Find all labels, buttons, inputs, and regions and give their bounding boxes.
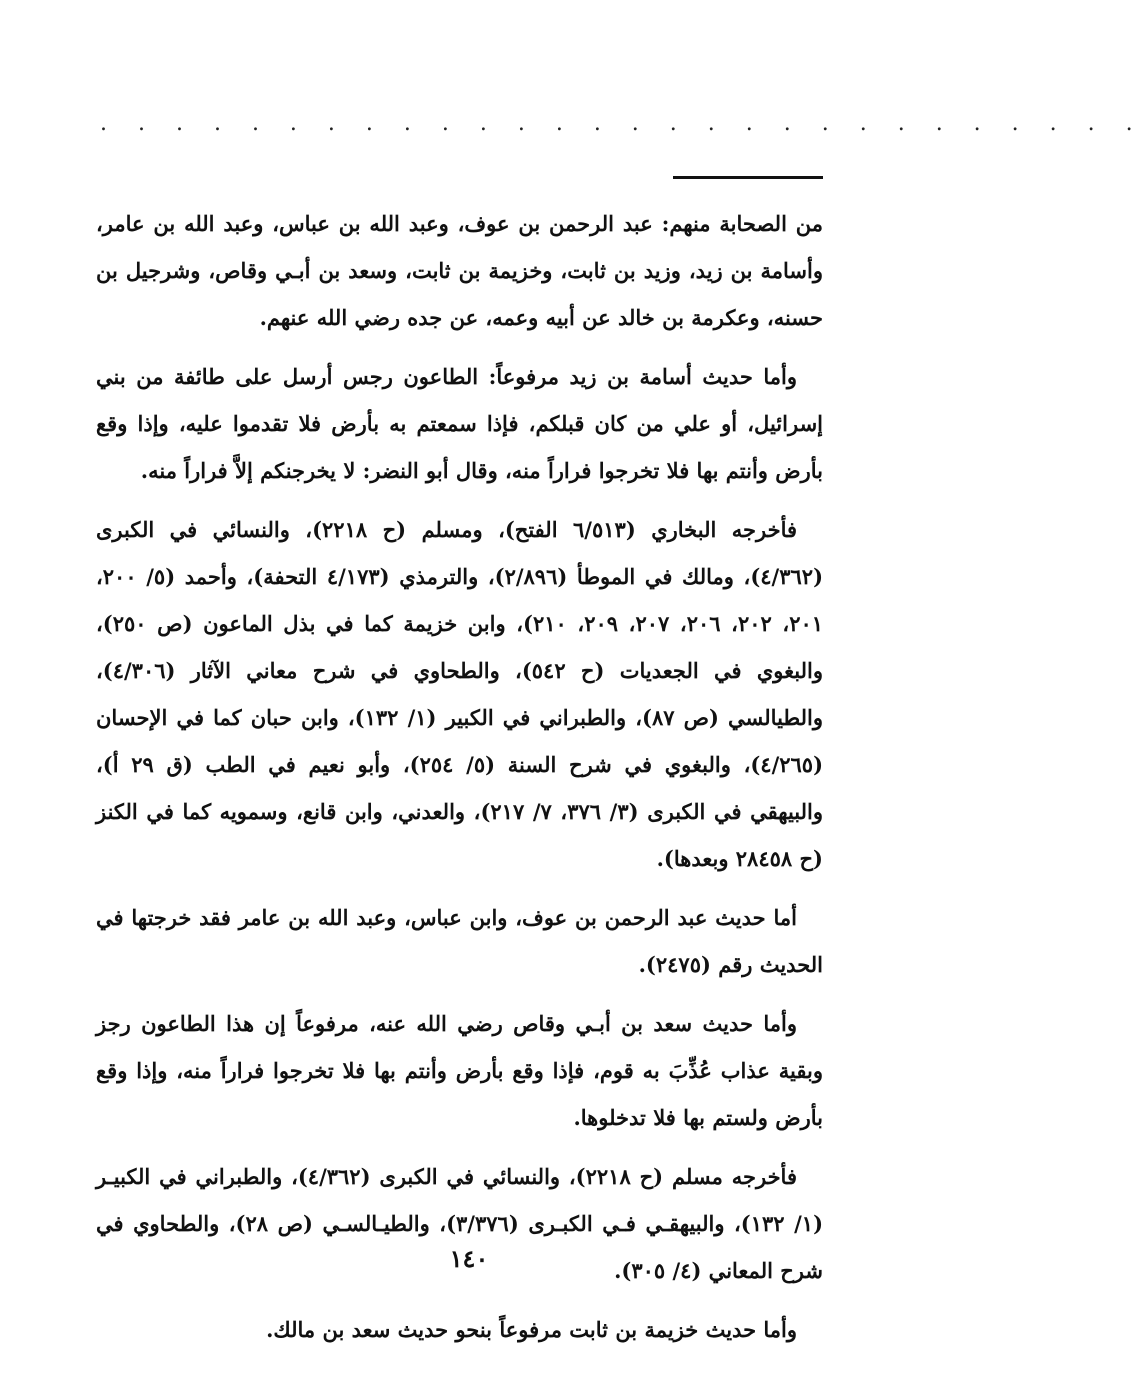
- paragraph-companions: من الصحابة منهم: عبد الرحمن بن عوف، وعبد الله بن عباس، وعبد الله بن عامر، وأسامة بن زيد، وزيد بن ثابت، وخزيمة بن ثابت، وسعد بن أبـي وقاص، وشرجيل بن حسنه، وعكرمة بن خالد عن أبيه وعمه، عن جده رضي الله عنهم.: [96, 211, 823, 330]
- paragraph-usama-takhrij: فأخرجه البخاري (٦/٥١٣ الفتح)، ومسلم (ح ٢٢١٨)، والنسائي في الكبرى (٤/٣٦٢)، ومالك في الموطأ (٢/٨٩٦)، والترمذي (٤/١٧٣ التحفة)، وأحمد (٥/ ٢٠٠، ٢٠١، ٢٠٢، ٢٠٦، ٢٠٧، ٢٠٩، ٢١٠)، وابن خزيمة كما في بذل الماعون (ص ٢٥٠)، والبغوي في الجعديات (ح ٥٤٢)، والطحاوي في شرح معاني الآثار (٤/٣٠٦)، والطيالسي (ص ٨٧)، والطبراني في الكبير (١/ ١٣٢)، وابن حبان كما في الإحسان (٤/٢٦٥)، والبغوي في شرح السنة (٥/ ٢٥٤)، وأبو نعيم في الطب (ق ٢٩ أ)، والبيهقي في الكبرى (٣/ ٣٧٦، ٧/ ٢١٧)، والعدني، وابن قانع، وسمويه كما في الكنز (ح ٢٨٤٥٨ وبعدها).: [96, 517, 824, 871]
- page-body-text: [96, 200, 823, 1365]
- paragraph-usama-hadith: وأما حديث أسامة بن زيد مرفوعاً: الطاعون رجس أرسل على طائفة من بني إسرائيل، أو علي من كان قبلكم، فإذا سمعتم به بأرض فلا تقدموا عليه، وإذا وقع بأرض وأنتم بها فلا تخرجوا فراراً منه، وقال أبو النضر: لا يخرجنكم إلاَّ فراراً منه.: [96, 364, 823, 483]
- paragraph-saad-hadith: وأما حديث سعد بن أبـي وقاص رضي الله عنه، مرفوعاً إن هذا الطاعون رجز وبقية عذاب عُذِّبَ به قوم، فإذا وقع بأرض وأنتم بها فلا تخرجوا فراراً منه، وإذا وقع بأرض ولستم بها فلا تدخلوها.: [96, 1011, 823, 1130]
- paragraph-abdulrahman-hadith: أما حديث عبد الرحمن بن عوف، وابن عباس، وعبد الله بن عامر فقد خرجتها في الحديث رقم (٢٤٧٥).: [96, 905, 823, 977]
- paragraph-saad-takhrij: فأخرجه مسلم (ح ٢٢١٨)، والنسائي في الكبرى (٤/٣٦٢)، والطبراني في الكبيـر (١/ ١٣٢)، والبيهقـي فـي الكبـرى (٣/٣٧٦)، والطيـالسـي (ص ٢٨)، والطحاوي في شرح المعاني (٤/ ٣٠٥).: [96, 1164, 823, 1283]
- page-number: ١٤٠: [449, 1244, 489, 1273]
- paragraph-khuzaima-hadith: وأما حديث خزيمة بن ثابت مرفوعاً بنحو حديث سعد بن مالك.: [266, 1317, 797, 1342]
- ornamental-dot-line: . . . . . . . . . . . . . . . . . . . . . . . . . . . .: [100, 111, 1145, 136]
- footnote-separator-rule: [673, 176, 823, 179]
